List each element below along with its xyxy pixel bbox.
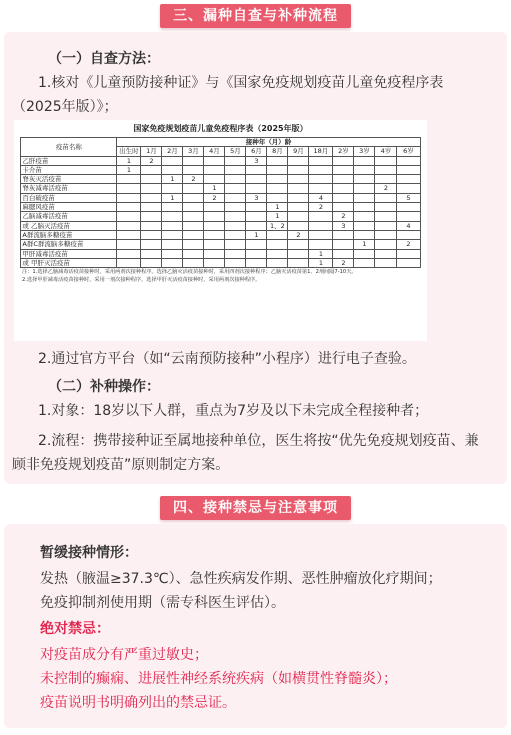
dose-cell [225,230,246,239]
dose-cell [162,258,183,267]
absolute-line2: 未控制的癫痫、进展性神经系统疾病（如横贯性脊髓炎）； [40,671,397,687]
dose-cell [117,240,141,249]
dose-cell [246,221,267,230]
table-row [21,230,420,239]
dose-cell [141,203,162,212]
age-group-header: 接种年（月）龄 [117,138,420,147]
vaccine-name-cell: 乙脑减毒活疫苗 [21,212,117,221]
dose-cell: 2 [141,156,162,165]
section3-banner-wrap [0,4,511,28]
dose-cell [288,249,309,258]
table-row [21,212,420,221]
dose-cell [246,175,267,184]
dose-cell [141,184,162,193]
dose-cell [309,184,333,193]
section3-title: 三、漏种自查与补种流程 [160,4,351,28]
dose-cell: 1 [246,230,267,239]
section4-title: 四、接种禁忌与注意事项 [160,496,351,520]
dose-cell [117,230,141,239]
table-row [21,156,420,165]
schedule-note-2: 2.选择甲肝减毒活疫苗接种时，采用一剂次接种程序。选择甲肝灭活疫苗接种时，采用两剂次接种程序。 [22,277,261,284]
dose-cell [162,249,183,258]
dose-cell [397,258,420,267]
dose-cell: 4 [309,193,333,202]
table-row [21,258,420,267]
vaccine-name-cell: A群C群流脑多糖疫苗 [21,240,117,249]
section4-banner-wrap [0,496,511,520]
dose-cell [246,184,267,193]
schedule-table-body [21,156,420,268]
dose-cell [246,165,267,174]
dose-cell [162,156,183,165]
dose-cell [183,156,204,165]
dose-cell [117,203,141,212]
dose-cell [267,249,288,258]
dose-cell [288,212,309,221]
self-check-item1-line1: 1.核对《儿童预防接种证》与《国家免疫规划疫苗儿童免疫程序表 [38,75,444,91]
dose-cell [375,203,397,212]
dose-cell [397,203,420,212]
table-row [21,175,420,184]
dose-cell [288,203,309,212]
dose-cell [354,193,375,202]
dose-cell: 1 [309,258,333,267]
schedule-note-1: 注：1.选择乙脑减毒活疫苗接种时，采用两剂次接种程序。选择乙脑灭活疫苗接种时，采用四剂次接种程序；乙脑灭活疫苗第1、2剂间隔7-10天。 [22,269,357,276]
age-header-cell: 2月 [162,147,183,156]
dose-cell [246,249,267,258]
dose-cell: 2 [375,184,397,193]
dose-cell [204,230,225,239]
dose-cell [267,184,288,193]
dose-cell [204,165,225,174]
dose-cell [162,230,183,239]
dose-cell: 2 [204,193,225,202]
dose-cell [225,156,246,165]
dose-cell [204,212,225,221]
dose-cell: 1 [117,165,141,174]
catch-up-target: 1.对象：18岁以下人群，重点为7岁及以下未完成全程接种者； [38,403,429,419]
dose-cell: 1 [162,193,183,202]
vaccine-name-cell: 百白破疫苗 [21,193,117,202]
dose-cell: 2 [333,212,354,221]
dose-cell [204,175,225,184]
dose-cell [267,230,288,239]
dose-cell [397,165,420,174]
dose-cell [354,221,375,230]
age-header-cell: 3岁 [354,147,375,156]
vaccine-name-cell: 或 甲肝灭活疫苗 [21,258,117,267]
dose-cell [225,249,246,258]
catch-up-heading: （二）补种操作： [48,379,160,395]
dose-cell [397,230,420,239]
dose-cell [288,258,309,267]
dose-cell [141,240,162,249]
dose-cell [309,221,333,230]
dose-cell: 1 [162,175,183,184]
table-row [21,203,420,212]
dose-cell: 1、2 [267,221,288,230]
postpone-heading: 暂缓接种情形： [40,545,138,561]
dose-cell [225,175,246,184]
dose-cell: 1 [267,203,288,212]
dose-cell [141,221,162,230]
dose-cell: 2 [183,175,204,184]
dose-cell [246,203,267,212]
dose-cell: 5 [397,193,420,202]
absolute-line1: 对疫苗成分有严重过敏史； [40,647,208,663]
dose-cell [354,249,375,258]
dose-cell [183,221,204,230]
dose-cell [117,175,141,184]
self-check-item1-line2: （2025年版）》； [12,99,118,115]
dose-cell [183,249,204,258]
dose-cell: 3 [246,193,267,202]
dose-cell: 2 [397,240,420,249]
dose-cell [117,193,141,202]
dose-cell [397,212,420,221]
age-header-cell: 出生时 [117,147,141,156]
age-header-cell: 4岁 [375,147,397,156]
age-header-cell: 5月 [225,147,246,156]
dose-cell [375,165,397,174]
dose-cell [288,193,309,202]
dose-cell [141,258,162,267]
dose-cell [354,175,375,184]
dose-cell [117,212,141,221]
vaccine-name-cell: 卡介苗 [21,165,117,174]
postpone-line2: 免疫抑制剂使用期（需专科医生评估）。 [40,595,285,611]
dose-cell [183,203,204,212]
vaccine-name-cell: 乙肝疫苗 [21,156,117,165]
self-check-heading: （一）自查方法： [48,51,160,67]
dose-cell [375,156,397,165]
dose-cell [162,184,183,193]
dose-cell [333,240,354,249]
dose-cell [397,249,420,258]
dose-cell [288,240,309,249]
table-row [21,240,420,249]
dose-cell [309,212,333,221]
dose-cell [162,221,183,230]
dose-cell [267,193,288,202]
dose-cell [375,230,397,239]
vaccine-name-cell: A群流脑多糖疫苗 [21,230,117,239]
dose-cell [288,184,309,193]
dose-cell [225,193,246,202]
dose-cell [288,221,309,230]
dose-cell [162,240,183,249]
dose-cell [225,212,246,221]
dose-cell [225,221,246,230]
vaccine-name-cell: 甲肝减毒活疫苗 [21,249,117,258]
table-row [21,221,420,230]
dose-cell [375,175,397,184]
self-check-item2: 2.通过官方平台（如“云南预防接种”小程序）进行电子查验。 [38,351,416,367]
dose-cell [225,184,246,193]
dose-cell [375,193,397,202]
dose-cell [267,165,288,174]
dose-cell [333,249,354,258]
dose-cell [333,156,354,165]
dose-cell: 1 [204,184,225,193]
dose-cell: 3 [333,221,354,230]
dose-cell [162,212,183,221]
dose-cell [183,212,204,221]
dose-cell [375,249,397,258]
dose-cell [333,165,354,174]
table-row [21,249,420,258]
dose-cell [375,221,397,230]
vaccine-name-cell: 或 乙脑灭活疫苗 [21,221,117,230]
age-header-cell: 9月 [288,147,309,156]
age-header-cell: 2岁 [333,147,354,156]
dose-cell: 1 [309,249,333,258]
dose-cell [204,240,225,249]
dose-cell [288,175,309,184]
postpone-line1: 发热（腋温≥37.3℃）、急性疾病发作期、恶性肿瘤放化疗期间； [40,571,442,587]
age-header-cell: 8月 [267,147,288,156]
dose-cell [267,240,288,249]
dose-cell [333,184,354,193]
dose-cell [183,258,204,267]
absolute-heading: 绝对禁忌： [40,621,110,637]
dose-cell [162,165,183,174]
vaccine-name-cell: 脊灰减毒活疫苗 [21,184,117,193]
dose-cell [309,165,333,174]
dose-cell [183,240,204,249]
dose-cell [267,175,288,184]
dose-cell [354,203,375,212]
dose-cell [183,165,204,174]
dose-cell [397,175,420,184]
dose-cell [141,212,162,221]
dose-cell [141,175,162,184]
dose-cell [117,221,141,230]
dose-cell: 1 [117,156,141,165]
table-row [21,193,420,202]
dose-cell [225,258,246,267]
dose-cell [141,193,162,202]
absolute-line3: 疫苗说明书明确列出的禁忌证。 [40,695,236,711]
dose-cell [246,240,267,249]
schedule-table-title: 国家免疫规划疫苗儿童免疫程序表（2025年版） [133,124,308,133]
dose-cell [288,165,309,174]
dose-cell [375,258,397,267]
age-header-cell: 18月 [309,147,333,156]
dose-cell [204,156,225,165]
age-header-cell: 6岁 [397,147,420,156]
dose-cell [375,212,397,221]
schedule-table [20,137,420,268]
dose-cell: 3 [246,156,267,165]
dose-cell [354,156,375,165]
dose-cell [333,175,354,184]
schedule-table-image [14,120,427,341]
dose-cell [246,212,267,221]
vaccine-name-header: 疫苗名称 [21,138,117,157]
dose-cell [309,240,333,249]
dose-cell [183,184,204,193]
dose-cell [354,212,375,221]
dose-cell [354,165,375,174]
vaccine-name-cell: 麻腮风疫苗 [21,203,117,212]
dose-cell [117,184,141,193]
dose-cell [309,230,333,239]
dose-cell [375,240,397,249]
dose-cell [117,249,141,258]
dose-cell [204,249,225,258]
dose-cell [288,156,309,165]
dose-cell [267,258,288,267]
dose-cell: 2 [309,203,333,212]
catch-up-process-line2: 顾非免疫规划疫苗”原则制定方案。 [12,457,230,473]
dose-cell: 1 [267,212,288,221]
dose-cell [204,258,225,267]
dose-cell: 4 [397,221,420,230]
dose-cell [141,165,162,174]
table-row [21,184,420,193]
dose-cell [354,230,375,239]
dose-cell [309,175,333,184]
age-header-cell: 6月 [246,147,267,156]
dose-cell [309,156,333,165]
dose-cell [204,203,225,212]
dose-cell [225,203,246,212]
dose-cell [183,230,204,239]
age-header-cell: 1月 [141,147,162,156]
table-row [21,165,420,174]
dose-cell [246,258,267,267]
dose-cell [204,221,225,230]
dose-cell [141,249,162,258]
dose-cell [183,193,204,202]
dose-cell [225,165,246,174]
catch-up-process-line1: 2.流程：携带接种证至属地接种单位，医生将按“优先免疫规划疫苗、兼 [38,433,479,449]
dose-cell [354,258,375,267]
dose-cell [397,184,420,193]
dose-cell [141,230,162,239]
dose-cell: 2 [288,230,309,239]
age-header-cell: 3月 [183,147,204,156]
dose-cell [162,203,183,212]
dose-cell [225,240,246,249]
dose-cell: 1 [354,240,375,249]
dose-cell [267,156,288,165]
dose-cell [333,203,354,212]
vaccine-name-cell: 脊灰灭活疫苗 [21,175,117,184]
dose-cell [333,193,354,202]
dose-cell [397,156,420,165]
dose-cell: 2 [333,258,354,267]
dose-cell [333,230,354,239]
dose-cell [117,258,141,267]
age-header-cell: 4月 [204,147,225,156]
dose-cell [354,184,375,193]
